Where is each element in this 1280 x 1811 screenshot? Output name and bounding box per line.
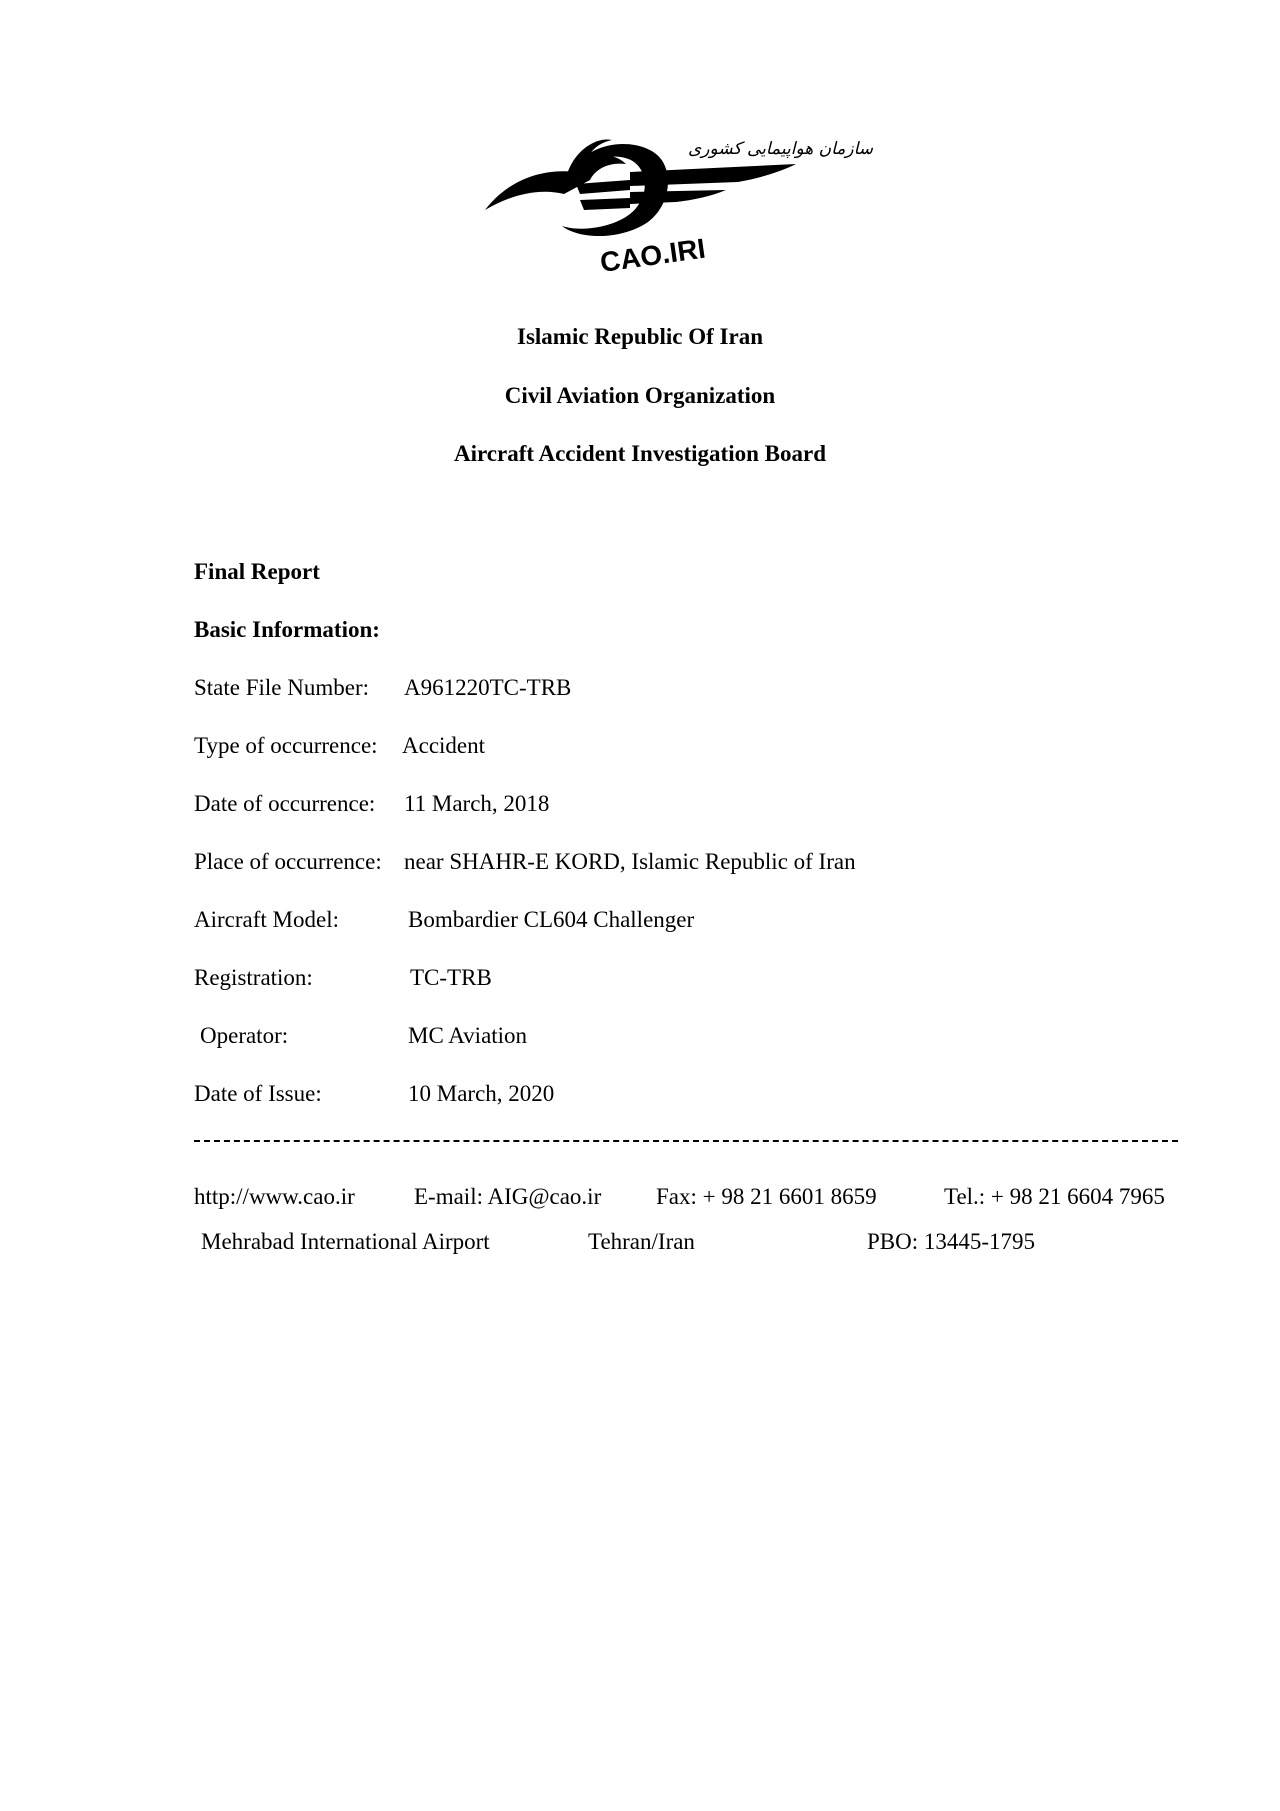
footer-pbo: PBO: 13445-1795 [867, 1229, 1036, 1254]
info-row-date-of-occurrence [194, 790, 1194, 820]
info-row-type-of-occurrence [194, 732, 1194, 762]
info-label: Registration: [194, 965, 313, 990]
footer-website: http://www.cao.ir [194, 1184, 355, 1209]
info-row-aircraft-model [194, 906, 1194, 936]
footer-airport: Mehrabad International Airport [201, 1229, 490, 1254]
logo-inner-stripe-2 [580, 198, 630, 210]
info-row-state-file-number [194, 674, 1194, 704]
logo-wing-right-stripe [630, 190, 726, 204]
info-value: MC Aviation [408, 1023, 528, 1048]
info-row-place-of-occurrence [194, 848, 1194, 878]
info-label: State File Number: [194, 675, 370, 700]
info-label: Place of occurrence: [194, 849, 382, 874]
info-row-operator [194, 1022, 1194, 1052]
header-country: Islamic Republic Of Iran [517, 324, 763, 349]
cao-logo [480, 128, 874, 288]
info-row-registration [194, 964, 1194, 994]
info-value: TC-TRB [410, 965, 492, 990]
dashed-divider [194, 1140, 1178, 1142]
info-value: near SHAHR-E KORD, Islamic Republic of Iran [404, 849, 856, 874]
header-board: Aircraft Accident Investigation Board [453, 441, 826, 466]
info-label: Type of occurrence: [194, 733, 378, 758]
section-basic-information: Basic Information: [194, 617, 380, 642]
info-row-date-of-issue [194, 1080, 1194, 1110]
info-value: 11 March, 2018 [404, 791, 550, 816]
info-label: Date of Issue: [194, 1081, 322, 1106]
footer-city: Tehran/Iran [588, 1229, 695, 1254]
info-value: Accident [402, 733, 486, 758]
info-label: Date of occurrence: [194, 791, 376, 816]
logo-wing-left [485, 171, 576, 210]
footer-tel: Tel.: + 98 21 6604 7965 [944, 1184, 1165, 1209]
info-value: A961220TC-TRB [404, 675, 572, 700]
report-title: Final Report [194, 559, 320, 584]
info-value: 10 March, 2020 [408, 1081, 555, 1106]
info-label: Operator: [200, 1023, 289, 1048]
info-label: Aircraft Model: [194, 907, 339, 932]
footer-email: E-mail: AIG@cao.ir [414, 1184, 602, 1209]
footer-fax: Fax: + 98 21 6601 8659 [656, 1184, 877, 1209]
logo-script-text: سازمان هواپیمایی کشوری [688, 139, 874, 159]
logo-text: CAO.IRI [598, 232, 708, 279]
info-value: Bombardier CL604 Challenger [408, 907, 695, 932]
header-organization: Civil Aviation Organization [504, 383, 776, 408]
